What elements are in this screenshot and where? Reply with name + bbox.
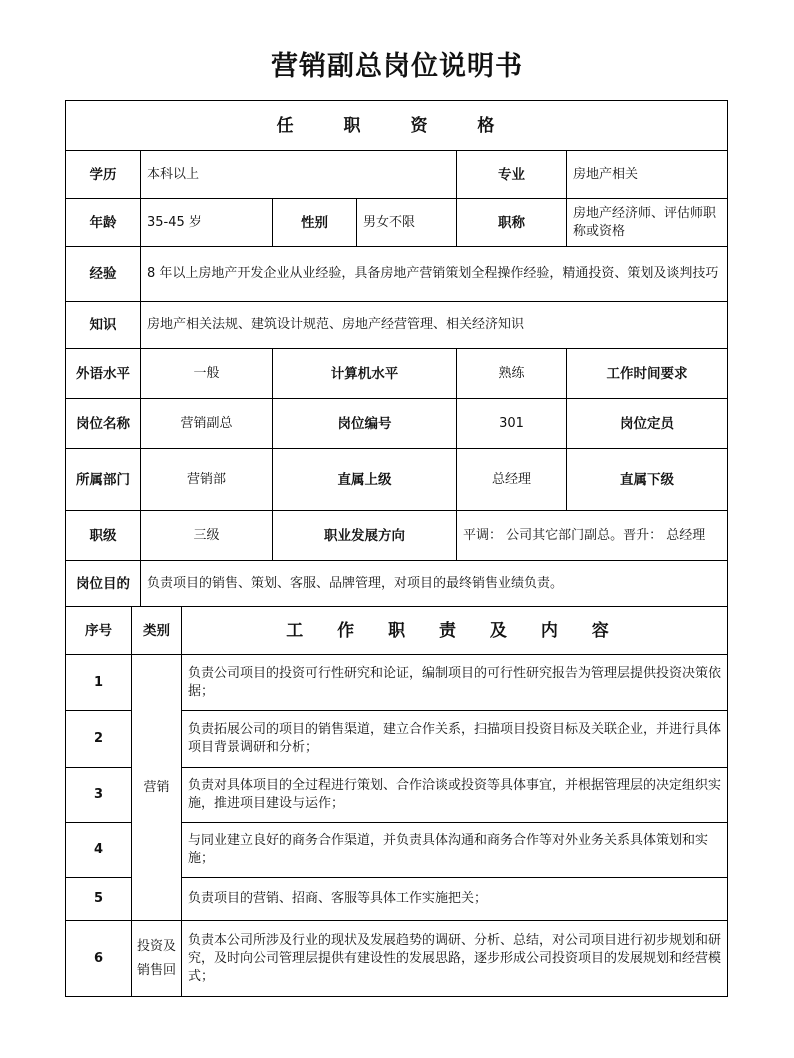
gender-label: 性别 bbox=[273, 199, 357, 247]
duty-content: 负责本公司所涉及行业的现状及发展趋势的调研、分析、总结，对公司项目进行初步规划和研究，及时向公司管理层提供有建设性的发展思路，逐步形成公司投资项目的发展规划和经营模式； bbox=[182, 921, 728, 997]
superior-value: 总经理 bbox=[457, 449, 567, 511]
duty-content: 负责项目的营销、招商、客服等具体工作实施把关； bbox=[182, 878, 728, 921]
knowledge-value: 房地产相关法规、建筑设计规范、房地产经营管理、相关经济知识 bbox=[141, 302, 728, 349]
headcount-label: 岗位定员 bbox=[567, 399, 728, 449]
career-label: 职业发展方向 bbox=[273, 511, 457, 561]
col-category-header: 类别 bbox=[132, 607, 182, 655]
category-marketing: 营销 bbox=[132, 655, 182, 921]
duty-no: 4 bbox=[66, 823, 132, 878]
duty-no: 6 bbox=[66, 921, 132, 997]
qualification-table bbox=[65, 100, 728, 607]
title-value: 房地产经济师、评估师职称或资格 bbox=[567, 199, 728, 247]
duty-no: 2 bbox=[66, 711, 132, 768]
position-label: 岗位名称 bbox=[66, 399, 141, 449]
grade-label: 职级 bbox=[66, 511, 141, 561]
duty-no: 1 bbox=[66, 655, 132, 711]
education-label: 学历 bbox=[66, 151, 141, 199]
computer-value: 熟练 bbox=[457, 349, 567, 399]
col-no-header: 序号 bbox=[66, 607, 132, 655]
page-title: 营销副总岗位说明书 bbox=[271, 51, 523, 82]
computer-label: 计算机水平 bbox=[273, 349, 457, 399]
superior-label: 直属上级 bbox=[273, 449, 457, 511]
purpose-label: 岗位目的 bbox=[66, 561, 141, 607]
grade-value: 三级 bbox=[141, 511, 273, 561]
language-label: 外语水平 bbox=[66, 349, 141, 399]
duty-no: 3 bbox=[66, 768, 132, 823]
dept-value: 营销部 bbox=[141, 449, 273, 511]
language-value: 一般 bbox=[141, 349, 273, 399]
position-no-label: 岗位编号 bbox=[273, 399, 457, 449]
gender-value: 男女不限 bbox=[357, 199, 457, 247]
duty-content: 负责拓展公司的项目的销售渠道，建立合作关系，扫描项目投资目标及关联企业，并进行具体项目背景调研和分析； bbox=[182, 711, 728, 768]
purpose-value: 负责项目的销售、策划、客服、品牌管理，对项目的最终销售业绩负责。 bbox=[141, 561, 728, 607]
career-value: 平调： 公司其它部门副总。晋升： 总经理 bbox=[457, 511, 728, 561]
education-value: 本科以上 bbox=[141, 151, 457, 199]
duty-content: 与同业建立良好的商务合作渠道，并负责具体沟通和商务合作等对外业务关系具体策划和实施； bbox=[182, 823, 728, 878]
category-investment: 投资及销售回 bbox=[132, 921, 182, 997]
duty-content: 负责公司项目的投资可行性研究和论证，编制项目的可行性研究报告为管理层提供投资决策依据； bbox=[182, 655, 728, 711]
major-value: 房地产相关 bbox=[567, 151, 728, 199]
duties-table bbox=[65, 606, 728, 997]
position-no-value: 301 bbox=[457, 399, 567, 449]
dept-label: 所属部门 bbox=[66, 449, 141, 511]
worktime-label: 工作时间要求 bbox=[567, 349, 728, 399]
knowledge-label: 知识 bbox=[66, 302, 141, 349]
duty-content: 负责对具体项目的全过程进行策划、合作洽谈或投资等具体事宜，并根据管理层的决定组织实施，推进项目建设与运作； bbox=[182, 768, 728, 823]
col-content-header: 工 作 职 责 及 内 容 bbox=[182, 607, 728, 655]
position-value: 营销副总 bbox=[141, 399, 273, 449]
age-value: 35-45 岁 bbox=[141, 199, 273, 247]
experience-label: 经验 bbox=[66, 247, 141, 302]
subordinate-label: 直属下级 bbox=[567, 449, 728, 511]
major-label: 专业 bbox=[457, 151, 567, 199]
duty-no: 5 bbox=[66, 878, 132, 921]
experience-value: 8 年以上房地产开发企业从业经验，具备房地产营销策划全程操作经验，精通投资、策划及谈判技巧 bbox=[141, 247, 728, 302]
section-header-qualification: 任 职 资 格 bbox=[66, 101, 728, 151]
age-label: 年龄 bbox=[66, 199, 141, 247]
title-label: 职称 bbox=[457, 199, 567, 247]
